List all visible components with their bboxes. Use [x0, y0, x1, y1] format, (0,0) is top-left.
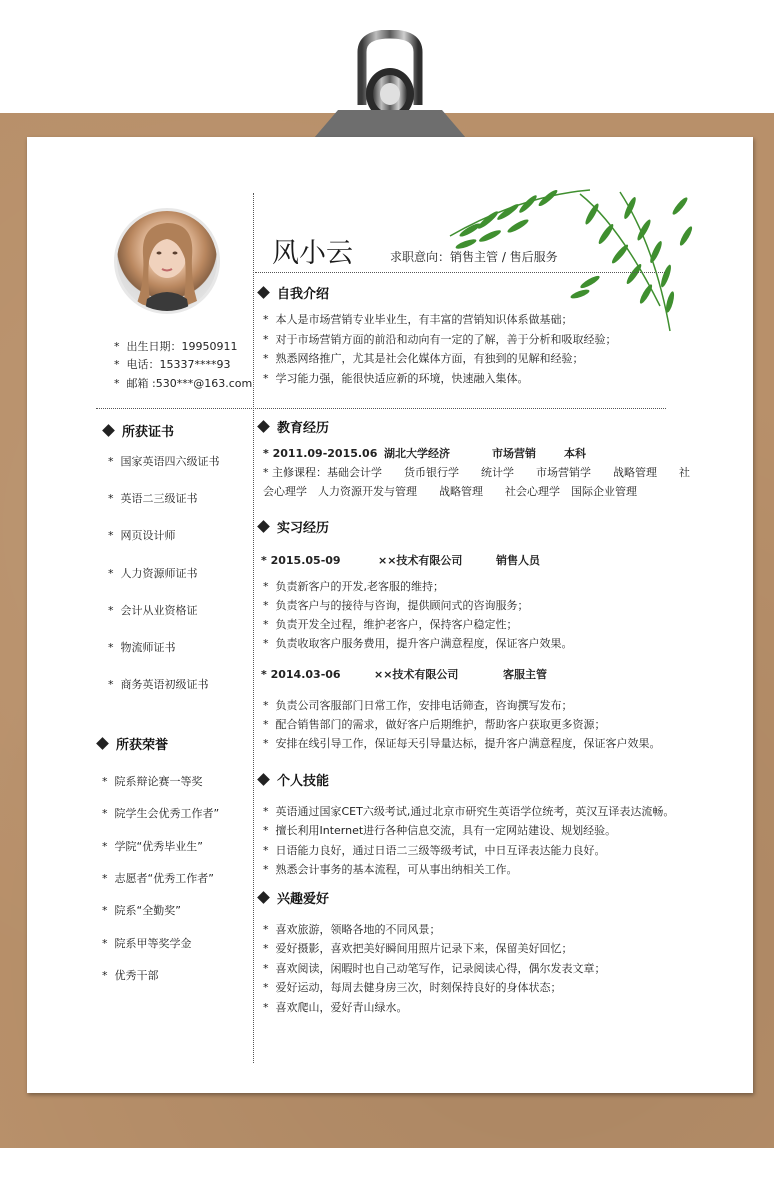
education-period: * 2011.09-2015.06 — [263, 447, 378, 460]
vertical-divider — [253, 193, 254, 1063]
skill-item: * 擅长利用Internet进行各种信息交流，具有一定网站建设、规划经验。 — [263, 824, 617, 838]
diamond-bullet-icon — [257, 773, 270, 786]
education-heading: 教育经历 — [259, 421, 329, 437]
job-duty-item: * 配合销售部门的需求，做好客户后期维护，帮助客户获取更多资源； — [263, 718, 606, 731]
education-courses-cont: 会心理学 人力资源开发与管理 战略管理 社会心理学 国际企业管理 — [263, 485, 637, 498]
honor-item: * 志愿者“优秀工作者” — [102, 871, 214, 885]
candidate-name: 风小云 — [272, 238, 353, 269]
certificates-heading: 所获证书 — [104, 425, 174, 441]
honor-item: * 学院“优秀毕业生” — [102, 839, 203, 853]
diamond-bullet-icon — [257, 520, 270, 533]
honor-item: * 优秀干部 — [102, 968, 159, 982]
self-intro-item: * 本人是市场营销专业毕业生，有丰富的营销知识体系做基础； — [263, 313, 573, 326]
job-duty-item: * 负责新客户的开发,老客服的维持； — [263, 580, 444, 593]
job-duty-item: * 负责客户与的接待与咨询，提供顾问式的咨询服务； — [263, 599, 529, 612]
honor-item: * 院系“全勤奖” — [102, 904, 181, 918]
honor-item: * 院系辩论赛一等奖 — [102, 775, 203, 788]
self-intro-item: * 熟悉网络推广，尤其是社会化媒体方面，有独到的见解和经验； — [263, 352, 584, 366]
contact-birthdate: * 出生日期：19950911 — [114, 340, 238, 353]
hobby-item: * 喜欢爬山，爱好青山绿水。 — [263, 1000, 408, 1014]
job-duty-item: * 负责开发全过程，维护老客户，保持客户稳定性； — [263, 618, 518, 631]
honor-item: * 院学生会优秀工作者” — [102, 807, 220, 821]
education-degree: 本科 — [564, 447, 586, 460]
diamond-bullet-icon — [257, 891, 270, 904]
certificate-item: * 人力资源师证书 — [108, 566, 198, 580]
certificate-item: * 国家英语四六级证书 — [108, 455, 220, 468]
hobby-item: * 喜欢阅读，闲暇时也自己动笔写作，记录阅读心得，偶尔发表文章； — [263, 961, 606, 975]
certificate-item: * 物流师证书 — [108, 641, 176, 654]
job2-role: 客服主管 — [503, 668, 547, 681]
portrait-photo — [117, 211, 217, 311]
diamond-bullet-icon — [257, 286, 270, 299]
hobby-item: * 喜欢旅游，领略各地的不同风景； — [263, 923, 441, 936]
certificate-item: * 英语二三级证书 — [108, 492, 198, 506]
self-intro-item: * 对于市场营销方面的前沿和动向有一定的了解，善于分析和吸取经验； — [263, 332, 617, 346]
skills-heading: 个人技能 — [259, 774, 329, 790]
diamond-bullet-icon — [257, 420, 270, 433]
job2-company: ××技术有限公司 — [374, 668, 459, 681]
hobbies-heading: 兴趣爱好 — [259, 892, 329, 908]
job1-company: ××技术有限公司 — [378, 554, 463, 567]
contact-phone: * 电话：15337****93 — [114, 358, 231, 371]
job-duty-item: * 安排在线引导工作，保证每天引导量达标，提升客户满意程度，保证客户效果。 — [263, 737, 661, 750]
diamond-bullet-icon — [96, 737, 109, 750]
certificate-item: * 会计从业资格证 — [108, 603, 198, 617]
job1-role: 销售人员 — [496, 554, 540, 567]
honor-item: * 院系甲等奖学金 — [102, 936, 192, 950]
job1-period: * 2015.05-09 — [261, 554, 341, 567]
avatar — [114, 208, 220, 314]
job2-period: * 2014.03-06 — [261, 668, 341, 681]
hobby-item: * 爱好运动，每周去健身房三次，时刻保持良好的身体状态； — [263, 981, 562, 995]
skill-item: * 熟悉会计事务的基本流程，可从事出纳相关工作。 — [263, 862, 518, 876]
experience-heading: 实习经历 — [259, 521, 329, 537]
certificate-item: * 网页设计师 — [108, 529, 176, 543]
contact-divider — [96, 408, 666, 409]
honors-heading: 所获荣誉 — [98, 738, 168, 754]
skill-item: * 英语通过国家CET六级考试,通过北京市研究生英语学位统考，英汉互译表达流畅。 — [263, 805, 675, 818]
self-intro-item: * 学习能力强，能很快适应新的环境，快速融入集体。 — [263, 372, 529, 386]
job-duty-item: * 负责收取客户服务费用，提升客户满意程度，保证客户效果。 — [263, 637, 573, 650]
job-duty-item: * 负责公司客服部门日常工作，安排电话筛查，咨询撰写发布； — [263, 699, 573, 712]
education-school: 湖北大学经济 — [384, 447, 450, 460]
certificate-item: * 商务英语初级证书 — [108, 678, 209, 692]
contact-email: * 邮箱 :530***@163.com — [114, 377, 253, 390]
education-major: 市场营销 — [492, 447, 536, 460]
job-intent: 求职意向：销售主管 / 售后服务 — [390, 250, 558, 264]
header-divider — [255, 272, 665, 273]
self-intro-heading: 自我介绍 — [259, 287, 329, 303]
education-courses: * 主修课程：基础会计学 货币银行学 统计学 市场营销学 战略管理 社 — [263, 466, 690, 479]
diamond-bullet-icon — [102, 424, 115, 437]
hobby-item: * 爱好摄影，喜欢把美好瞬间用照片记录下来，保留美好回忆； — [263, 942, 573, 956]
skill-item: * 日语能力良好，通过日语二三级等级考试，中日互译表达能力良好。 — [263, 843, 606, 857]
